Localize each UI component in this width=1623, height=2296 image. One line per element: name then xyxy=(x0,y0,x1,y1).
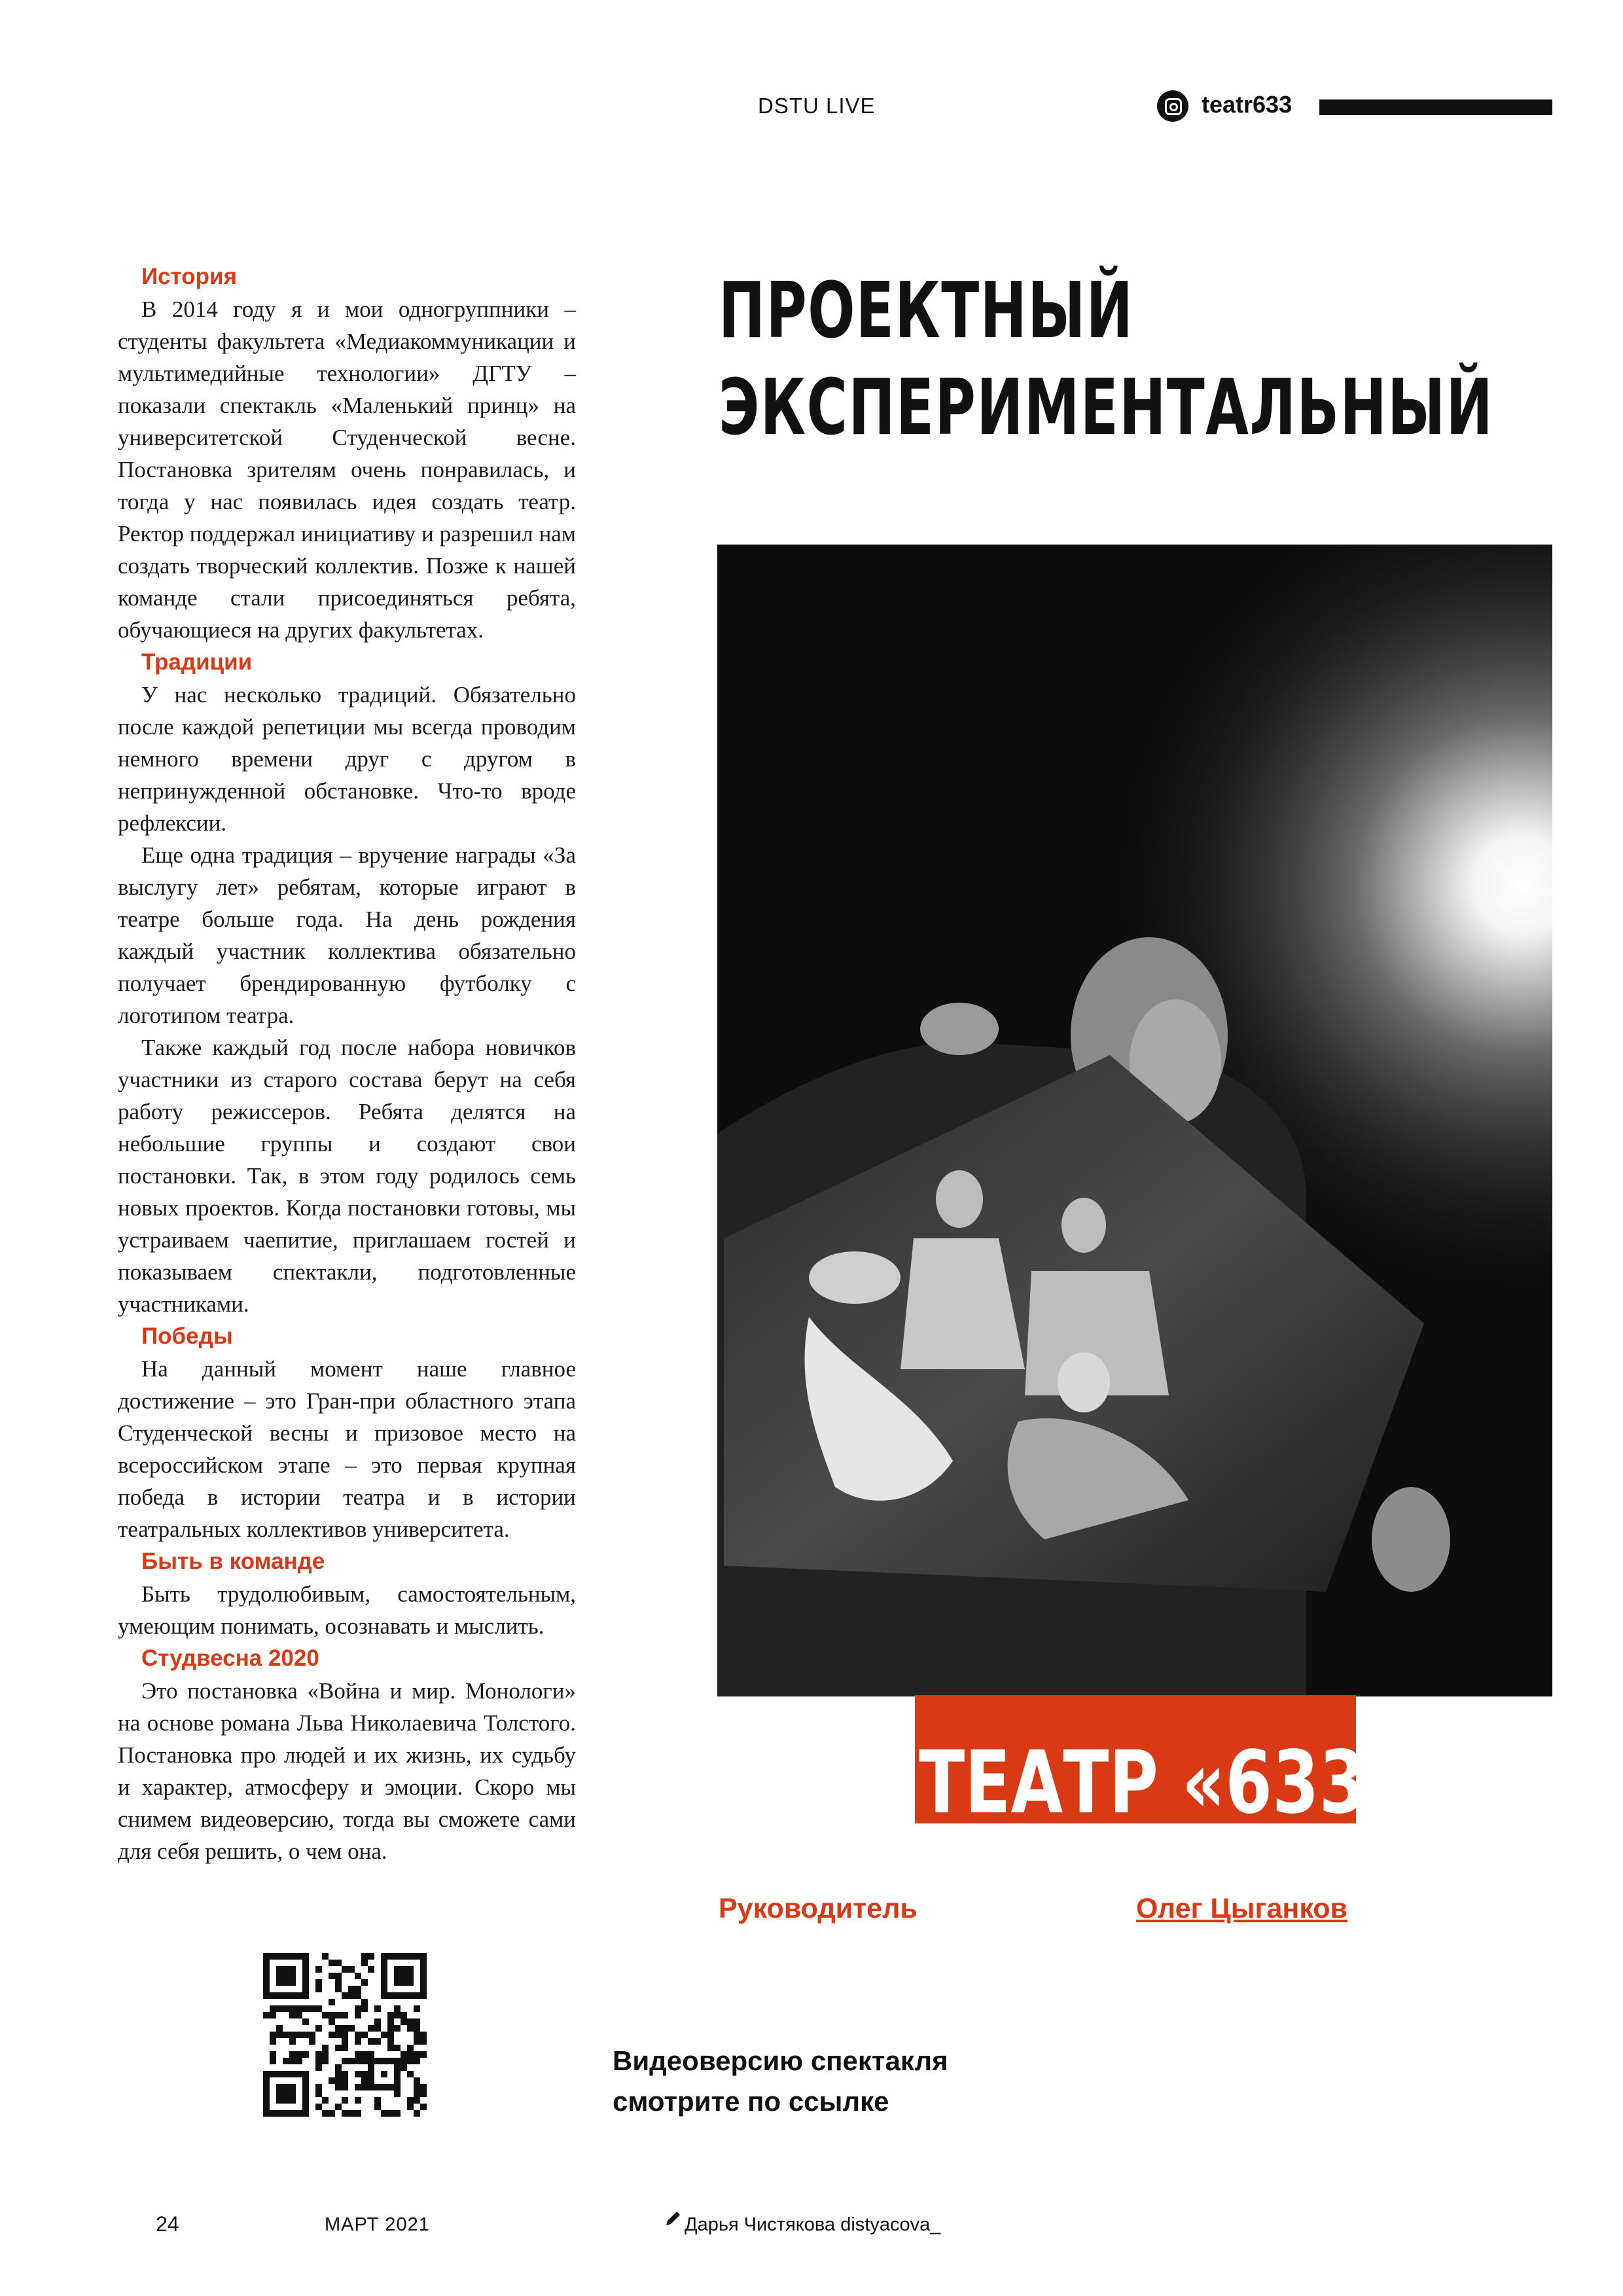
instagram-handle[interactable]: teatr633 xyxy=(1202,91,1293,118)
issue-date: МАРТ 2021 xyxy=(325,2214,430,2235)
section-heading: Победы xyxy=(141,1323,233,1349)
body-paragraph: Еще одна традиция – вручение награды «За выслугу лет» ребятам, которые играют в театре больше года. На день рождения каждый участник коллектива обязательно получает брендированную футболку с логотипом театра. xyxy=(118,842,576,1028)
header-bar xyxy=(1319,99,1552,115)
body-paragraph: На данный момент наше главное достижение – это Гран-при областного этапа Студенческой весны и призовое место на всероссийском этапе – это первая крупная победа в истории театра и в истории театральных коллективов университета. xyxy=(118,1356,576,1542)
section-heading: Традиции xyxy=(141,649,253,675)
body-paragraph: Быть трудолюбивым, самостоятельным, умеющим понимать, осознавать и мыслить. xyxy=(118,1581,576,1639)
qr-code-icon[interactable] xyxy=(263,1953,427,2117)
body-paragraph: В 2014 году я и мои одногруппники – студенты факультета «Медиакоммуникации и мультимедийные технологии» ДГТУ – показали спектакль «Маленький принц» на университетской Студенческой весне. Постановка зрителям очень понравилась, и тогда у нас появилась идея создать театр. Ректор поддержал инициативу и разрешил нам создать творческий коллектив. Позже к нашей команде стали присоединяться ребята, обучающиеся на других факультетах. xyxy=(118,296,576,643)
theatre-name-label xyxy=(915,1695,1410,1833)
theatre-photo xyxy=(717,545,1552,1696)
video-link-caption xyxy=(613,2041,948,2122)
body-paragraph: У нас несколько традиций. Обязательно после каждой репетиции мы всегда проводим немного времени друг с другом в непринужденной обстановке. Что-то вроде рефлексии. xyxy=(118,682,576,836)
title-line-2: ЭКСПЕРИМЕНТАЛЬНЫЙ xyxy=(719,362,1494,452)
director-label: Руководитель xyxy=(719,1893,918,1924)
section-heading: Студвесна 2020 xyxy=(141,1645,319,1671)
body-paragraph: Также каждый год после набора новичков участники из старого состава берут на себя работу режиссеров. Ребята делятся на небольшие группы и создают свои постановки. Так, в этом году родилось семь новых проектов. Когда постановки готовы, мы устраиваем чаепитие, приглашаем гостей и показываем спектакли, подготовленные участниками. xyxy=(118,1035,576,1317)
title-line-1: ПРОЕКТНЫЙ xyxy=(719,265,1134,355)
video-caption-line-2: смотрите по ссылке xyxy=(613,2086,889,2117)
section-heading: Быть в команде xyxy=(141,1549,325,1574)
page-title xyxy=(719,262,1494,456)
director-name[interactable]: Олег Цыганков xyxy=(1136,1893,1347,1924)
pen-icon xyxy=(664,2208,683,2228)
author-credit: Дарья Чистякова distyacova_ xyxy=(685,2214,941,2235)
magazine-name: DSTU LIVE xyxy=(758,94,876,118)
article-body xyxy=(118,260,576,1867)
body-paragraph: Это постановка «Война и мир. Монологи» на основе романа Льва Николаевича Толстого. Постановка про людей и их жизнь, их судьбу и характер, атмосферу и эмоции. Скоро мы снимем видеоверсию, тогда вы сможете сами для себя решить, о чем она. xyxy=(118,1678,576,1864)
section-heading: История xyxy=(141,264,237,289)
video-caption-line-1: Видеоверсию спектакля xyxy=(613,2045,948,2076)
page-number: 24 xyxy=(156,2212,179,2236)
instagram-icon xyxy=(1157,90,1188,122)
theatre-name: ТЕАТР «633» xyxy=(919,1732,1410,1833)
